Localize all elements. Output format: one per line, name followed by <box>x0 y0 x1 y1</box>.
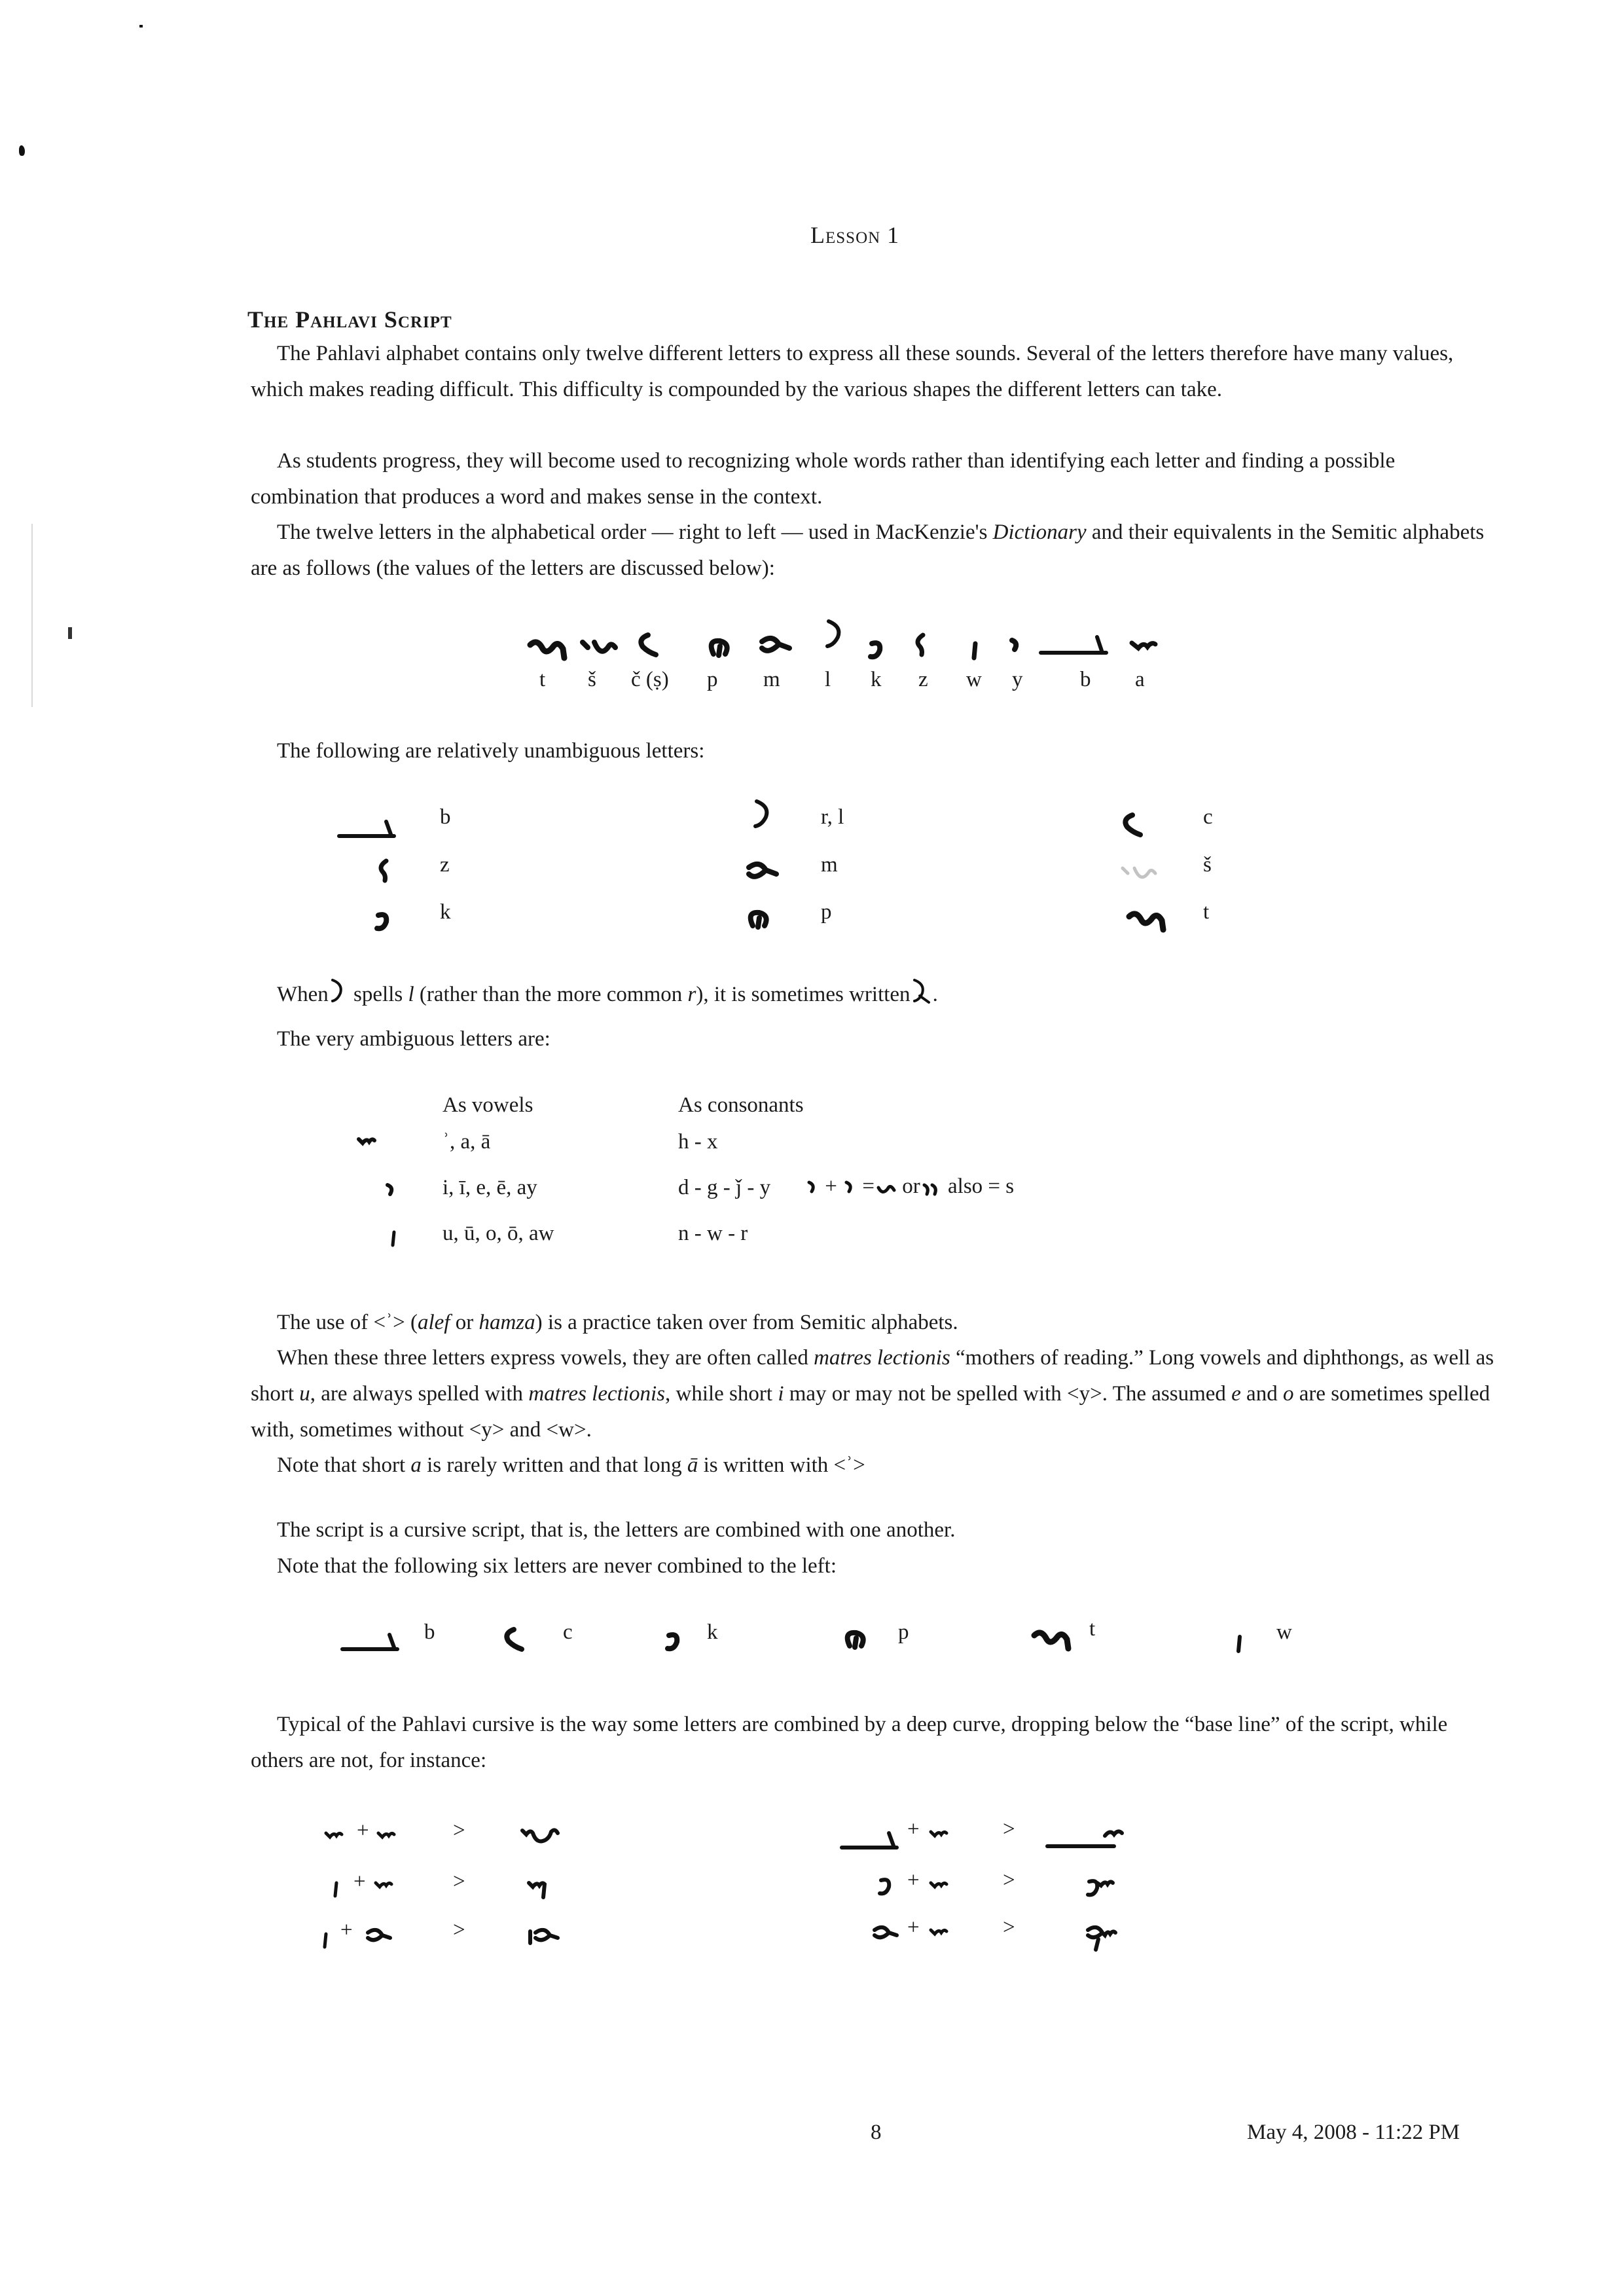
plus-sign: + <box>907 1817 920 1841</box>
pahlavi-a-glyph <box>927 1871 960 1897</box>
unambiguous-value: c <box>1203 805 1213 829</box>
scan-speck <box>31 524 33 707</box>
paragraph-matres-text: and <box>1240 1382 1283 1406</box>
pahlavi-sh-glyph <box>576 625 635 671</box>
pahlavi-m-glyph <box>753 622 812 668</box>
paragraph-order <box>251 515 1498 587</box>
pahlavi-yy-ligature-glyph <box>875 1174 897 1196</box>
plus-sign: + <box>340 1918 353 1942</box>
alphabet-label: t <box>539 668 546 691</box>
paragraph-matres-text: “mothers of reading.” Long vowels and diphthongs, as well as short <box>251 1346 1494 1406</box>
greater-than-sign: > <box>453 1870 465 1893</box>
non-joining-label: c <box>563 1620 573 1644</box>
pahlavi-p-glyph <box>740 897 799 943</box>
section-title: The Pahlavi Script <box>247 306 452 333</box>
unambiguous-value: š <box>1203 853 1212 877</box>
alphabet-label: b <box>1080 668 1091 691</box>
hamza-term: hamza <box>478 1311 535 1334</box>
alef-term: alef <box>417 1311 450 1334</box>
alphabet-label: l <box>825 668 831 691</box>
alphabet-label: p <box>707 668 718 691</box>
pahlavi-t-glyph <box>1028 1616 1087 1662</box>
vowels-value: u, ū, o, ō, aw <box>442 1222 554 1245</box>
greater-than-sign: > <box>453 1918 465 1942</box>
unambiguous-value: z <box>440 853 450 877</box>
matres-letter: e <box>1231 1382 1241 1406</box>
pahlavi-w-glyph <box>1229 1618 1249 1664</box>
l-note-text: spells <box>348 983 408 1006</box>
lesson-heading: Lesson 1 <box>810 222 900 248</box>
pahlavi-a-glyph <box>1123 622 1182 668</box>
pahlavi-l-glyph <box>329 977 348 1004</box>
alphabet-label: z <box>918 668 928 691</box>
equals-sign: = <box>862 1175 875 1198</box>
alphabet-label: w <box>966 668 982 691</box>
l-note-letter: r <box>687 983 696 1006</box>
pahlavi-a-glyph <box>353 1125 393 1157</box>
pahlavi-m-glyph <box>740 848 799 894</box>
matres-letter: u <box>299 1382 310 1406</box>
paragraph-intro-text: The Pahlavi alphabet contains only twelve different letters to express all these sounds. Several of the letters therefore have many values, which makes reading difficult. This difficulty is compounded by the various shapes the different letters can take. <box>251 342 1454 401</box>
plus-sign: + <box>907 1868 920 1892</box>
paragraph-curve <box>251 1707 1498 1779</box>
short-a-text: is written with <ʾ> <box>698 1453 865 1477</box>
pahlavi-b-glyph <box>337 1614 409 1660</box>
paragraph-progress-text: As students progress, they will become used to recognizing whole words rather than identifying each letter and finding a possible combination that produces a word and makes sense in the context. <box>251 449 1396 509</box>
pahlavi-a-glyph <box>374 1821 407 1848</box>
unambiguous-value: r, l <box>821 805 844 829</box>
alphabet-label: k <box>871 668 882 691</box>
short-a-letter: a <box>410 1453 422 1477</box>
paragraph-matres-text: , are always spelled with <box>310 1382 529 1406</box>
yy-combination <box>805 1169 1014 1205</box>
pahlavi-yy-variant-glyph <box>920 1174 943 1196</box>
plus-sign: + <box>353 1870 366 1893</box>
pahlavi-y-glyph <box>842 1173 857 1195</box>
l-note-letter: l <box>408 983 414 1006</box>
alphabet-label: a <box>1135 668 1145 691</box>
pahlavi-z-glyph <box>903 622 962 668</box>
pahlavi-l-glyph <box>740 792 799 838</box>
pahlavi-k-glyph <box>364 897 423 943</box>
unambiguous-intro: The following are relatively unambiguous letters: <box>277 739 705 763</box>
page-number: 8 <box>871 2121 882 2144</box>
consonants-value: n - w - r <box>678 1222 748 1245</box>
paragraph-matres <box>251 1340 1498 1448</box>
vowels-heading: As vowels <box>442 1093 533 1117</box>
alphabet-label: y <box>1012 668 1023 691</box>
matres-term: matres lectionis <box>814 1346 950 1370</box>
ambiguous-intro: The very ambiguous letters are: <box>277 1027 550 1051</box>
dictionary-title: Dictionary <box>992 520 1087 544</box>
pahlavi-m-glyph <box>361 1918 401 1951</box>
pahlavi-t-glyph <box>1123 897 1182 943</box>
pahlavi-w-glyph <box>327 1871 347 1904</box>
paragraph-matres-text: may or may not be spelled with <y>. The assumed <box>784 1382 1232 1406</box>
pahlavi-ma-ligature-glyph <box>1079 1913 1125 1959</box>
paragraph-order-text-a: The twelve letters in the alphabetical order — right to left — used in MacKenzie's <box>277 520 993 544</box>
pahlavi-a-glyph <box>322 1821 355 1848</box>
paragraph-alef-text: or <box>450 1311 479 1334</box>
pahlavi-sh-glyph <box>1116 851 1175 897</box>
pahlavi-b-glyph <box>837 1819 909 1858</box>
l-note-text: ), it is sometimes written <box>696 983 911 1006</box>
unambiguous-value: m <box>821 853 838 877</box>
non-joining-label: t <box>1089 1617 1096 1641</box>
pahlavi-b-glyph <box>334 802 406 848</box>
greater-than-sign: > <box>1003 1817 1015 1841</box>
also-s-text: also = s <box>948 1175 1015 1198</box>
paragraph-intro <box>251 336 1498 408</box>
l-note-text: When <box>277 983 329 1006</box>
short-a-note <box>277 1448 865 1484</box>
paragraph-matres-text: are sometimes spelled with, sometimes without <y> and <w>. <box>251 1382 1490 1442</box>
pahlavi-wa-ligature-glyph <box>524 1871 563 1904</box>
paragraph-order-text-b: and their equivalents in the Semitic alphabets are as follows (the values of the letters are discussed below): <box>251 520 1485 580</box>
consonants-heading: As consonants <box>678 1093 804 1117</box>
pahlavi-c-glyph <box>494 1614 553 1660</box>
pahlavi-aa-ligature-glyph <box>517 1820 569 1853</box>
plus-sign: + <box>357 1819 369 1842</box>
vowels-value: ʾ, a, ā <box>442 1130 491 1154</box>
plus-sign: + <box>907 1916 920 1939</box>
pahlavi-p-glyph <box>837 1617 895 1663</box>
pahlavi-l-variant-glyph <box>911 977 933 1004</box>
short-a-letter: ā <box>687 1453 698 1477</box>
paragraph-matres-text: , while short <box>664 1382 778 1406</box>
pahlavi-m-glyph <box>868 1916 907 1948</box>
short-a-text: Note that short <box>277 1453 411 1477</box>
alphabet-label: č (ṣ) <box>631 668 669 691</box>
pahlavi-a-glyph <box>372 1871 405 1897</box>
l-note-text: . <box>932 983 938 1006</box>
greater-than-sign: > <box>1003 1868 1015 1892</box>
pahlavi-ba-ligature-glyph <box>1042 1816 1134 1855</box>
pahlavi-w-glyph <box>384 1219 403 1252</box>
scan-speck <box>68 627 72 639</box>
pahlavi-ka-ligature-glyph <box>1081 1866 1127 1905</box>
greater-than-sign: > <box>453 1819 465 1842</box>
pahlavi-b-glyph <box>1034 619 1119 665</box>
consonants-value: d - g - ǰ - y <box>678 1176 771 1199</box>
pahlavi-y-glyph <box>380 1172 406 1205</box>
unambiguous-value: k <box>440 900 451 924</box>
alphabet-label: m <box>763 668 780 691</box>
pahlavi-w-glyph <box>317 1922 336 1955</box>
pahlavi-p-glyph <box>700 625 759 671</box>
non-joining-label: w <box>1276 1620 1292 1644</box>
non-joining-label: p <box>898 1620 909 1644</box>
pahlavi-z-glyph <box>367 848 425 894</box>
pahlavi-y-glyph <box>805 1173 820 1195</box>
paragraph-curve-text: Typical of the Pahlavi cursive is the way some letters are combined by a deep curve, dropping below the “base line” of the script, while others are not, for instance: <box>251 1713 1448 1772</box>
greater-than-sign: > <box>1003 1916 1015 1939</box>
paragraph-progress <box>251 443 1498 515</box>
paragraph-alef <box>251 1305 1498 1341</box>
cursive-intro: The script is a cursive script, that is, the letters are combined with one another. <box>277 1518 956 1542</box>
or-word: or <box>902 1175 920 1198</box>
matres-term: matres lectionis <box>528 1382 665 1406</box>
unambiguous-value: t <box>1203 900 1210 924</box>
paragraph-alef-text: The use of <ʾ> ( <box>277 1311 418 1334</box>
matres-letter: o <box>1282 1382 1294 1406</box>
unambiguous-value: p <box>821 900 832 924</box>
pahlavi-c-glyph <box>628 622 687 668</box>
paragraph-alef-text: ) is a practice taken over from Semitic alphabets. <box>535 1311 958 1334</box>
pahlavi-a-glyph <box>927 1918 960 1944</box>
pahlavi-a-glyph <box>927 1820 960 1846</box>
vowels-value: i, ī, e, ē, ay <box>442 1176 537 1199</box>
pahlavi-k-glyph <box>655 1617 713 1663</box>
paragraph-matres-text: When these three letters express vowels, they are often called <box>277 1346 814 1370</box>
print-timestamp: May 4, 2008 - 11:22 PM <box>1247 2121 1460 2144</box>
pahlavi-c-glyph <box>1113 802 1172 848</box>
scan-speck <box>139 25 143 27</box>
non-joining-label: k <box>707 1620 718 1644</box>
l-note <box>277 977 938 1013</box>
unambiguous-value: b <box>440 805 451 829</box>
consonants-value: h - x <box>678 1130 718 1154</box>
pahlavi-t-glyph <box>524 625 583 671</box>
plus-sign: + <box>825 1175 837 1198</box>
alphabet-label: š <box>588 668 596 691</box>
short-a-text: is rarely written and that long <box>421 1453 687 1477</box>
pahlavi-wm-ligature-glyph <box>524 1918 569 1951</box>
non-joining-label: b <box>424 1620 435 1644</box>
matres-letter: i <box>778 1382 784 1406</box>
pahlavi-k-glyph <box>873 1866 906 1905</box>
l-note-text: (rather than the more common <box>414 983 688 1006</box>
cursive-note: Note that the following six letters are never combined to the left: <box>277 1554 837 1578</box>
scan-speck <box>19 145 25 156</box>
